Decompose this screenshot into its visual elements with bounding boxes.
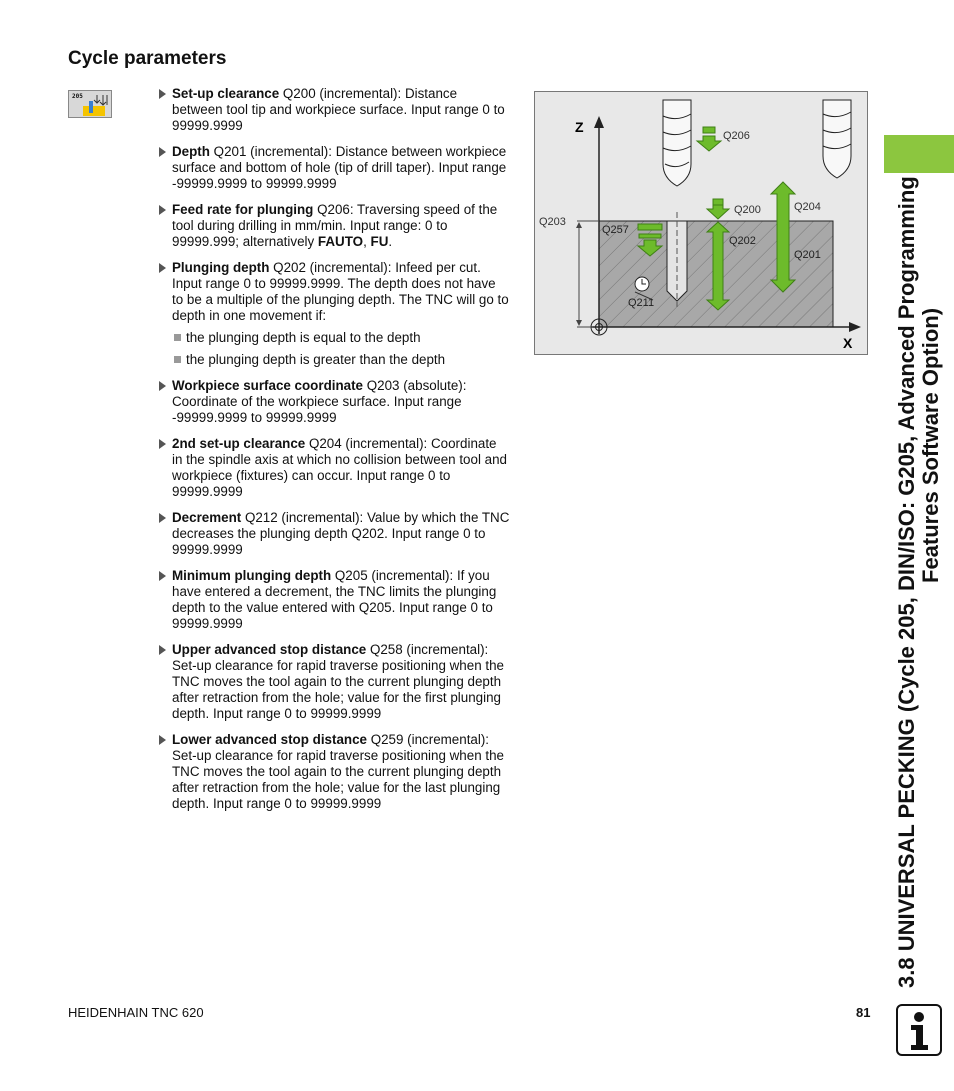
param-q259 xyxy=(158,732,510,812)
param-name: Set-up clearance xyxy=(172,86,280,101)
param-name: 2nd set-up clearance xyxy=(172,436,306,451)
info-icon xyxy=(896,1004,942,1056)
subitem xyxy=(158,352,510,368)
chapter-title-line-1: 3.8 UNIVERSAL PECKING (Cycle 205, DIN/ISO: G205, Advanced Programming xyxy=(894,176,919,988)
param-name: Plunging depth xyxy=(172,260,270,275)
square-bullet-icon xyxy=(174,334,181,341)
page-number: 81 xyxy=(856,1005,871,1020)
param-q212 xyxy=(158,510,510,558)
param-q205 xyxy=(158,568,510,632)
parameter-list xyxy=(158,86,510,822)
q200-label: Q200 xyxy=(734,204,761,216)
bullet-triangle-icon xyxy=(159,263,166,273)
bullet-triangle-icon xyxy=(159,735,166,745)
param-q258 xyxy=(158,642,510,722)
subitem xyxy=(158,330,510,346)
bullet-triangle-icon xyxy=(159,439,166,449)
bullet-triangle-icon xyxy=(159,89,166,99)
cycle-205-icon xyxy=(68,90,112,118)
param-name: Workpiece surface coordinate xyxy=(172,378,364,393)
q206-label: Q206 xyxy=(723,130,750,142)
fu-keyword: FU xyxy=(370,234,389,249)
subitem-text: the plunging depth is greater than the depth xyxy=(186,352,446,367)
param-desc: Q200 (incremental): Distance between tool tip and workpiece surface. Input range 0 to 99999.9999 xyxy=(172,86,505,133)
drill-tool-icon xyxy=(663,100,691,186)
section-heading: Cycle parameters xyxy=(68,48,227,69)
param-q201 xyxy=(158,144,510,192)
param-desc: Q206: Traversing speed of the tool during drilling in mm/min. Input range: 0 to 99999.999; alternatively xyxy=(172,202,498,249)
param-q204 xyxy=(158,436,510,500)
footer-text: HEIDENHAIN TNC 620 xyxy=(68,1005,204,1020)
param-name: Minimum plunging depth xyxy=(172,568,332,583)
param-q206 xyxy=(158,202,510,250)
bullet-triangle-icon xyxy=(159,147,166,157)
param-desc: Q205 (incremental): If you have entered a decrement, the TNC limits the plunging depth to the value entered with Q205. Input range 0 to 99999.9999 xyxy=(172,568,497,631)
q257-label: Q257 xyxy=(602,224,629,236)
square-bullet-icon xyxy=(174,356,181,363)
drill-icon xyxy=(69,91,113,119)
x-axis-label: X xyxy=(843,335,853,351)
param-desc: Q258 (incremental): Set-up clearance for rapid traverse positioning when the TNC moves the tool again to the current plunging depth after retraction from the hole; value for the first plunging depth. Input range 0 to 99999.9999 xyxy=(172,642,504,721)
drill-tool-retracted-icon xyxy=(823,100,851,178)
subitem-text: the plunging depth is equal to the depth xyxy=(186,330,421,345)
param-q200 xyxy=(158,86,510,134)
bullet-triangle-icon xyxy=(159,381,166,391)
bullet-triangle-icon xyxy=(159,513,166,523)
param-q203 xyxy=(158,378,510,426)
param-desc: Q201 (incremental): Distance between workpiece surface and bottom of hole (tip of drill taper). Input range -99999.9999 to 99999.9999 xyxy=(172,144,507,191)
q204-label: Q204 xyxy=(794,201,821,213)
param-desc: Q259 (incremental): Set-up clearance for rapid traverse positioning when the TNC moves the tool again to the current plunging depth after retraction from the hole; value for the last plunging depth. Input range 0 to 99999.9999 xyxy=(172,732,504,811)
param-desc: Q212 (incremental): Value by which the TNC decreases the plunging depth Q202. Input range 0 to 99999.9999 xyxy=(172,510,510,557)
chapter-title xyxy=(884,52,954,988)
param-name: Lower advanced stop distance xyxy=(172,732,367,747)
dwell-time-clock-icon xyxy=(635,277,649,291)
bullet-triangle-icon xyxy=(159,571,166,581)
q203-label: Q203 xyxy=(539,216,566,228)
q202-label: Q202 xyxy=(729,235,756,247)
bullet-triangle-icon xyxy=(159,205,166,215)
cycle-diagram xyxy=(534,91,868,355)
cycle-number: 205 xyxy=(72,93,83,100)
param-desc: Q202 (incremental): Infeed per cut. Input range 0 to 99999.9999. The depth does not have to be a multiple of the plunging depth. The TNC will go to depth in one movement if: xyxy=(172,260,509,323)
period: . xyxy=(388,234,393,249)
param-desc: Q204 (incremental): Coordinate in the spindle axis at which no collision between tool and workpiece (fixtures) can occur. Input range 0 to 99999.9999 xyxy=(172,436,507,499)
x-axis-arrow-icon xyxy=(849,322,861,332)
z-axis-label: Z xyxy=(575,119,584,135)
q211-label: Q211 xyxy=(628,297,655,309)
z-axis-arrow-icon xyxy=(594,116,604,128)
param-name: Upper advanced stop distance xyxy=(172,642,367,657)
param-name: Decrement xyxy=(172,510,242,525)
fauto-keyword: FAUTO xyxy=(317,234,364,249)
chapter-title-line-2: Features Software Option) xyxy=(918,307,943,583)
param-q202 xyxy=(158,260,510,324)
param-name: Depth xyxy=(172,144,210,159)
param-name: Feed rate for plunging xyxy=(172,202,314,217)
param-desc: Q203 (absolute): Coordinate of the workpiece surface. Input range -99999.9999 to 99999.9999 xyxy=(172,378,467,425)
separator: , xyxy=(363,234,371,249)
q201-label: Q201 xyxy=(794,249,821,261)
bullet-triangle-icon xyxy=(159,645,166,655)
